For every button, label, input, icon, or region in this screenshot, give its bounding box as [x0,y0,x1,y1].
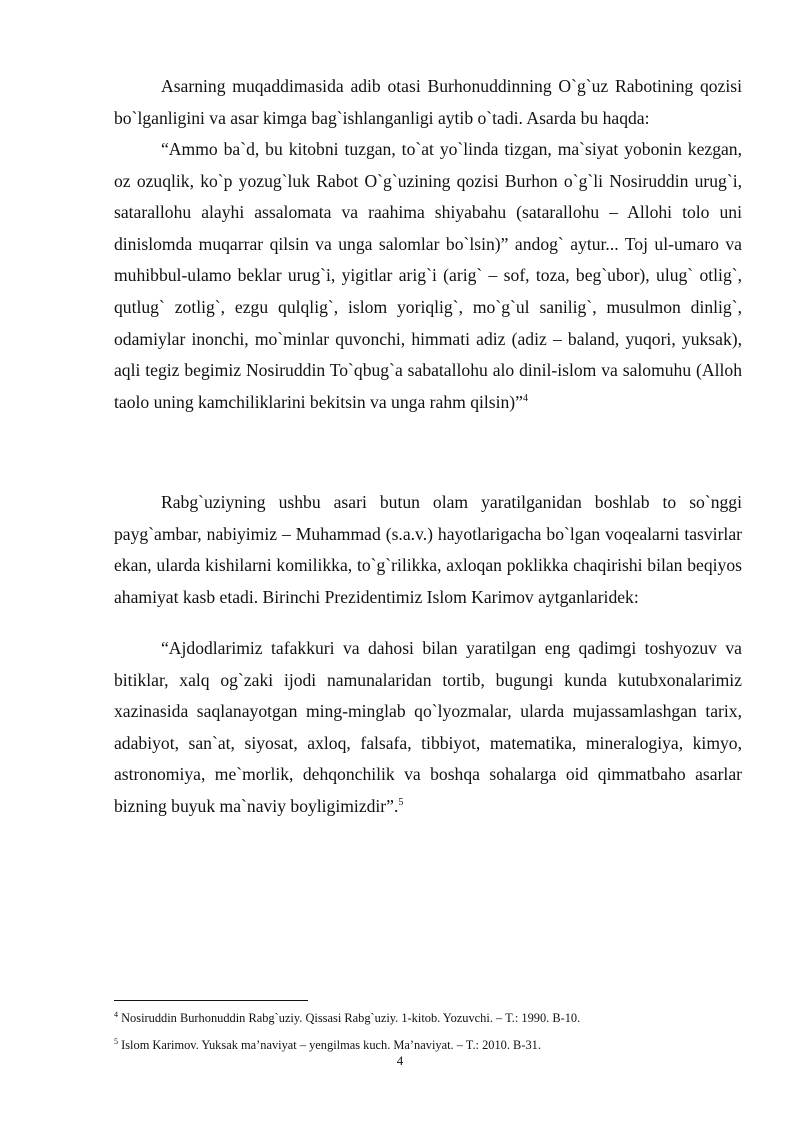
page-number: 4 [396,1053,404,1068]
footnote-separator [114,1000,308,1001]
paragraph-quote-rabguziy: “Ammo ba`d, bu kitobni tuzgan, to`at yo`linda tizgan, ma`siyat yobonin kezgan, oz ozuqlik, ko`p yozug`luk Rabot O`g`uzining qozisi Burhon o`g`li Nosiruddin urug`i, satarallohu alayhi assalomata va raahima shiyabahu (satarallohu – Allohi tolo uni dinislomda muqarrar qilsin va unga salomlar bo`lsin)” andog` aytur... Toj ul-umaro va muhibbul-ulamo beklar urug`i, yigitlar arig`i (arig` – sof, toza, beg`ubor), ulug` otlig`, qutlug` zotlig`, ezgu qulqlig`, islom yoriqlig`, mo`g`ul sanilig`, musulmon dinlig`, odamiylar inonchi, mo`minlar quvonchi, himmati adiz (adiz – baland, yuqori, yuksak), aqli tegiz begimiz Nosiruddin To`qbug`a sabatallohu alo dinil-islom va salomuhu (Alloh taolo uning kamchiliklarini bekitsin va unga rahm qilsin)”$^4$ [114,139,742,412]
footnote-4 [114,1010,742,1026]
footnote-4-text: Nosiruddin Burhonuddin Rabg`uziy. Qissasi Rabg`uziy. 1-kitob. Yozuvchi. – T.: 1990. B-10. [121,1011,581,1025]
footnote-5-text: Islom Karimov. Yuksak ma’naviyat – yengilmas kuch. Ma’naviyat. – T.: 2010. B-31. [121,1038,541,1052]
paragraph-quote-karimov: “Ajdodlarimiz tafakkuri va dahosi bilan yaratilgan eng qadimgi toshyozuv va bitiklar, xalq og`zaki ijodi namunalaridan tortib, bugungi kunda kutubxonalarimiz xazinasida saqlanayotgan ming-minglab qo`lyozmalar, ularda mujassamlashgan tarix, adabiyot, san`at, siyosat, axloq, falsafa, tibbiyot, matematika, mineralogiya, kimyo, astronomiya, me`morlik, dehqonchilik va boshqa sohalarga oid qimmatbaho asarlar bizning buyuk ma`naviy boyligimizdir”.$^5$ [114,638,742,816]
footnote-mark-4: 4 [114,1009,118,1019]
footnote-5 [114,1037,742,1053]
footnote-ref-4[interactable]: 4 [522,392,528,404]
footnote-ref-5[interactable]: 5 [398,797,404,809]
paragraph-intro: Asarning muqaddimasida adib otasi Burhonuddinning O`g`uz Rabotining qozisi bo`lganligini va asar kimga bag`ishlanganligi aytib o`tadi. Asarda bu haqda: [114,76,742,128]
footnote-mark-5: 5 [114,1036,118,1046]
paragraph-significance: Rabg`uziyning ushbu asari butun olam yaratilganidan boshlab to so`nggi payg`ambar, nabiyimiz – Muhammad (s.a.v.) hayotlarigacha bo`lgan voqealarni tasvirlar ekan, ularda kishilarni komilikka, to`g`rilikka, axloqan poklikka chaqirishi bilan beqiyos ahamiyat kasb etadi. Birinchi Prezidentimiz Islom Karimov aytganlaridek: [114,492,742,607]
